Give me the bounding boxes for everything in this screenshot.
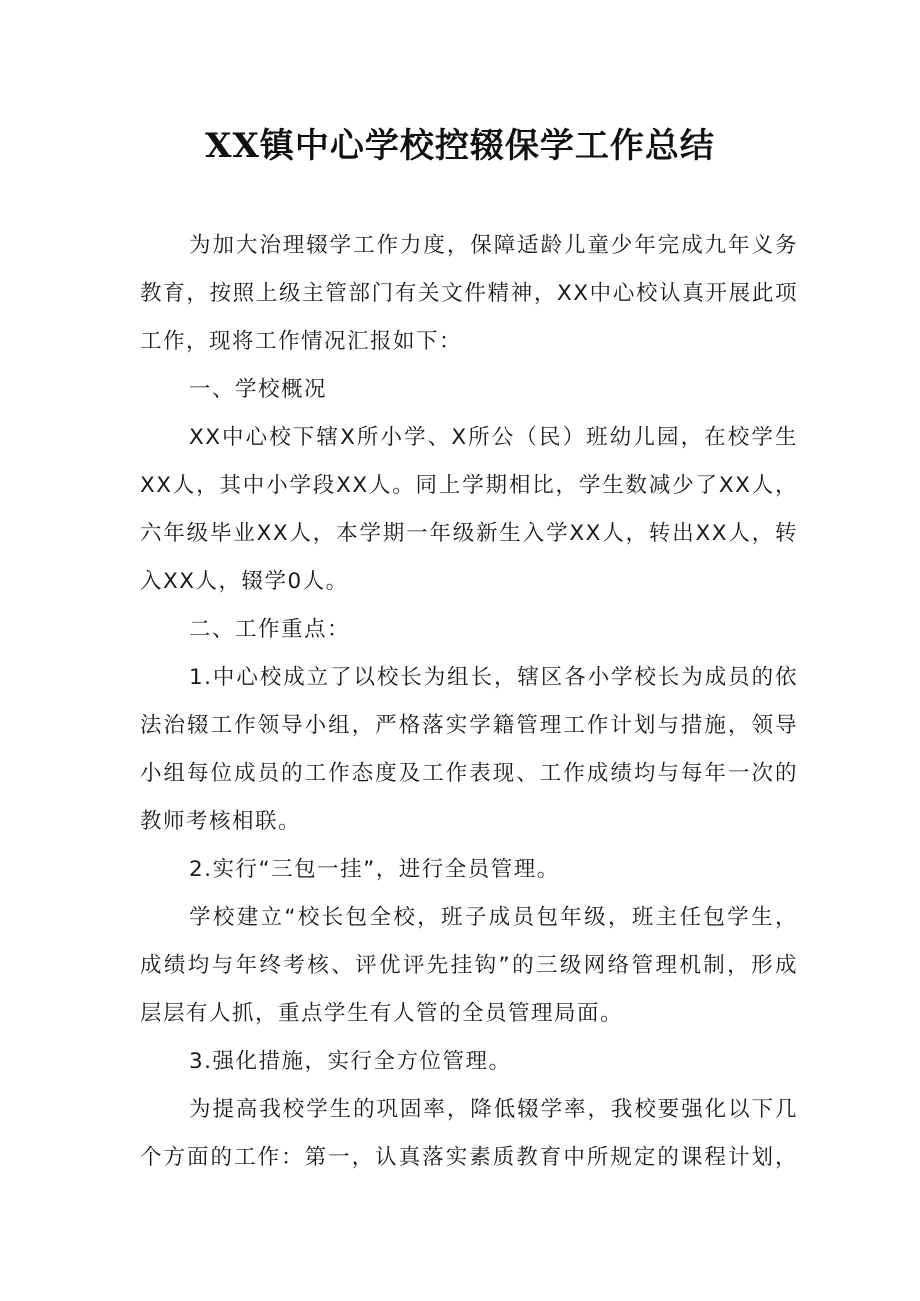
body-line: 一、学校概况 [189,377,328,402]
body-line: 法治辍工作领导小组，严格落实学籍管理工作计划与措施，领导 [140,713,798,738]
body-line: 小组每位成员的工作态度及工作表现、工作成绩均与每年一次的 [140,761,798,786]
document-body [140,222,798,1182]
body-line: 层层有人抓，重点学生有人管的全员管理局面。 [140,1001,624,1026]
body-line: 个方面的工作：第一，认真落实素质教育中所规定的课程计划， [140,1145,798,1170]
body-line: 成绩均与年终考核、评优评先挂钩”的三级网络管理机制，形成 [140,953,798,978]
body-line: 1.中心校成立了以校长为组长，辖区各小学校长为成员的依 [189,665,798,690]
body-line: 入XX人，辍学0人。 [140,569,349,594]
body-line: 为提高我校学生的巩固率，降低辍学率，我校要强化以下几 [189,1097,798,1122]
document-title: XX镇中心学校控辍保学工作总结 [205,126,715,166]
body-line: 教育，按照上级主管部门有关文件精神，XX中心校认真开展此项 [140,281,798,306]
body-line: 教师考核相联。 [140,809,302,834]
body-line: 六年级毕业XX人，本学期一年级新生入学XX人，转出XX人，转 [140,521,798,546]
body-line: 学校建立“校长包全校，班子成员包年级，班主任包学生， [189,905,798,930]
body-line: 2.实行“三包一挂”，进行全员管理。 [189,857,560,882]
body-line: 为加大治理辍学工作力度，保障适龄儿童少年完成九年义务 [189,233,798,258]
body-line: 二、工作重点： [189,617,351,642]
body-line: XX中心校下辖X所小学、X所公（民）班幼儿园，在校学生 [189,425,798,450]
body-line: XX人，其中小学段XX人。同上学期相比，学生数减少了XX人， [140,473,798,498]
body-line: 工作，现将工作情况汇报如下： [140,329,463,354]
body-line: 3.强化措施，实行全方位管理。 [189,1049,512,1074]
